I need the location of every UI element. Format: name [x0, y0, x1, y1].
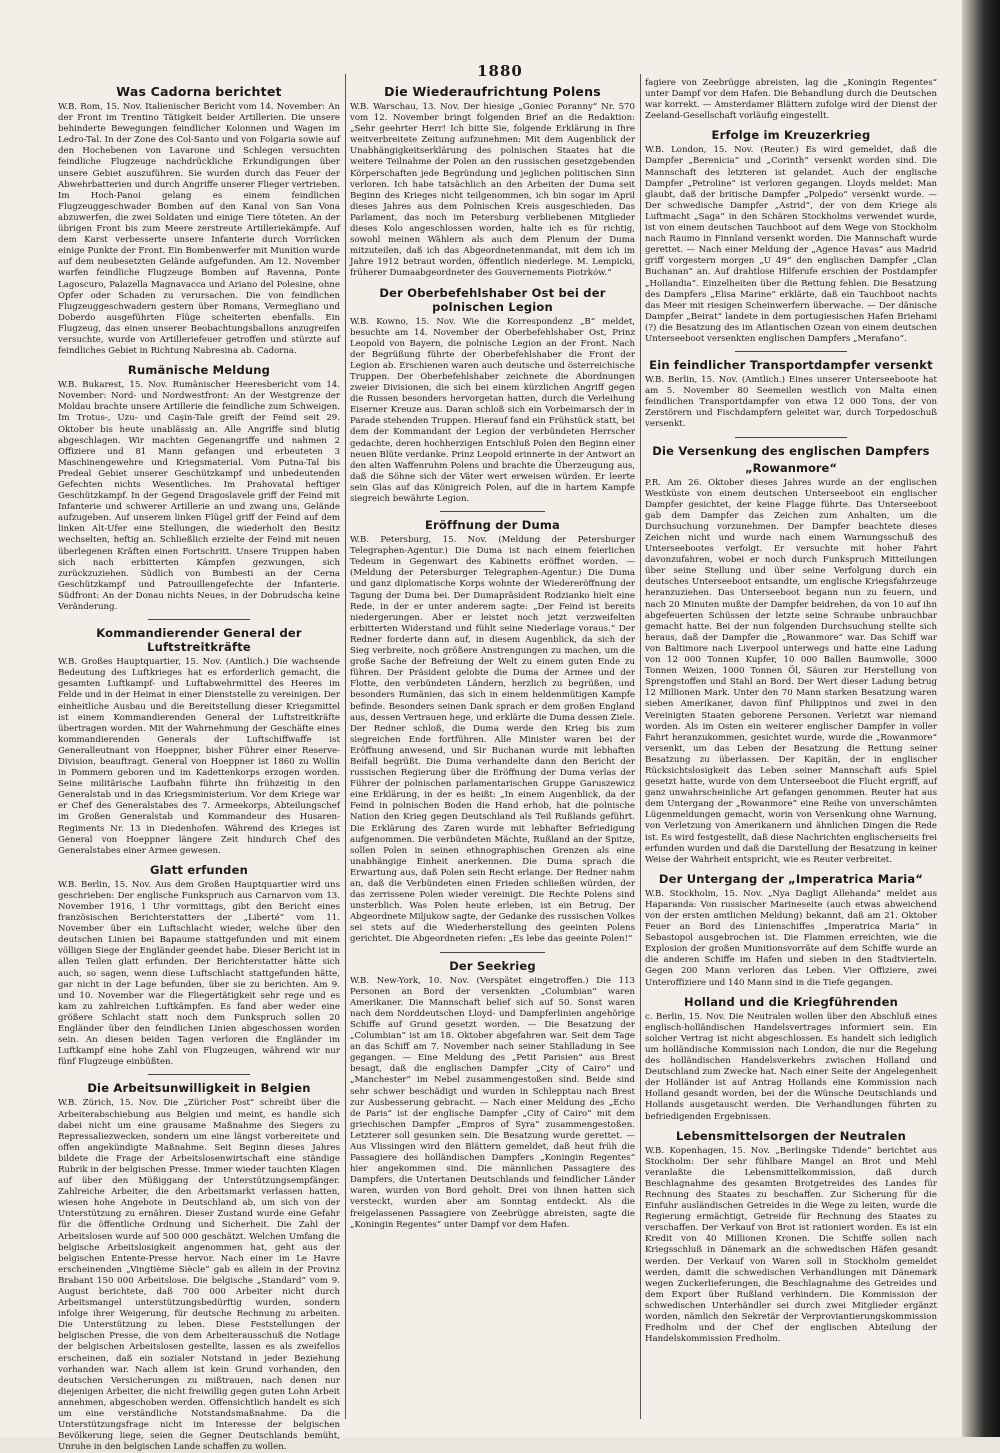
article-headline: Holland und die Kriegführenden	[684, 994, 898, 1009]
article-body: W.B. Rom, 15. Nov. Italienischer Bericht vom 14. November: An der Front im Trentino Tätigkeit beider Artillerien. Die unsere behinderte Bewegungen feindlicher Kolonnen und Wagen im Ledro-Tal. In der Zone des Col-Santo und von Folgaria sowie auf den Hochebenen von Lavarone und Schlegen versuchten feindliche Flugzeuge nachdrückliche Erkundigungen über unsere Gebiet auszuführen. Sie wurden durch das Feuer der Abwehrbatterien und durch Angriffe unserer Flieger vertrieben. Im Hoch-Panoi gelang es einem feindlichen Flugzeuggeschwader Bomben auf den Kanal von San Vona abzuwerfen, die zwei Soldaten und einige Tiere töteten. An der übrigen Front bis zum Meere zerstreute Artilleriekämpfe. Auf dem Karst verbesserte unsere Infanterie durch Vorrücken einige Punkte der Front. Ein Bombenwerfer mit Munition wurde auf dem neubesetzten Gelände aufgefunden. Am 12. November warfen feindliche Flugzeuge Bomben auf Ravenna, Ponte Lagoscuro, Palazella Magnavacca und Ariano del Polesine, ohne Opfer oder Schaden zu verursachen. Die von feindlichen Flugzeuggeschwadern gestern über Romans, Vermegliano und Doberdo ausgeführten Flüge scheiterten ebenfalls. Ein Flugzeug, das einen unserer Beobachtungsballons anzugreifen versuchte, wurde von Artilleriefeuer getroffen und stürzte auf feindliches Gebiet in Richtung Nabresina ab. Cadorna.	[58, 102, 340, 357]
article	[350, 518, 635, 945]
article	[645, 1129, 937, 1346]
article	[645, 358, 937, 430]
article-body: P.R. Am 26. Oktober dieses Jahres wurde an der englischen Westküste von einem deutschen Unterseeboot ein englischer Dampfer gesichtet, der keine Flagge führte. Das Unterseeboot gab dem Dampfer das Zeichen zum Anhalten, um die Durchsuchung vorzunehmen. Der Dampfer beachtete dieses Zeichen nicht und wurde nach einem Warnungsschuß des Unterseebootes verfolgt. Er versuchte mit hoher Fahrt davonzufahren, wobei er noch durch Funkspruch Mitteilungen über seine Stellung und über seine Verfolgung durch ein deutsches Unterseeboot entsandte, um englische Kriegsfahrzeuge heranzuziehen. Das Unterseeboot begann nun zu feuern, und nach 20 Minuten mußte der Dampfer beidrehen, da von 10 auf ihn abgefeuerten Schüssen der letzte seine Schraube unbrauchbar gemacht hatte. Bei der nun folgenden Durchsuchung stellte sich heraus, daß der Dampfer die „Rowanmore“ war. Das Schiff war von Baltimore nach Liverpool unterwegs und hatte eine Ladung von 12 000 Tonnen Kupfer, 10 000 Ballen Baumwolle, 3000 Tonnen Weizen, 1000 Tonnen Öl, Säuren zur Herstellung von Sprengstoffen und Stahl an Bord. Der Wert dieser Ladung betrug 12 Millionen Mark. Unter den 70 Mann starken Besatzung waren sieben Amerikaner, davon fünf Philippinos und zwei in den Vereinigten Staaten geborene Personen. Verletzt war niemand worden. Als im Osten ein weiterer englischer Dampfer in voller Fahrt heranzukommen, gesichtet wurde, wurde die „Rowanmore“ versenkt, um das Leben der Besatzung die Rettung seiner Besatzung zu überlassen. Der Kapitän, der in englischer Rücksichtslosigkeit das Leben seiner Mannschaft aufs Spiel gesetzt hatte, wurde von dem Unterseeboot die Flucht ergriff, auf ganz unwahrscheinliche Art gefangen genommen. Reuter hat aus dem Untergang der „Rowanmore“ eine Reihe von unverschämten Lügenmeldungen gemacht, worin von Versenkung ohne Warnung, von Verletzung von Amerikanern und ähnlichen Dingen die Rede ist. Es wird festgestellt, daß diese Nachrichten englischerseits frei erfunden wurden und daß die Darstellung der Besatzung in keiner Weise der Wahrheit entspricht, wie es Reuter verbreitet.	[645, 477, 937, 865]
article	[58, 863, 340, 1069]
article	[58, 363, 340, 613]
article-body: c. Berlin, 15. Nov. Die Neutralen wollen über den Abschluß eines englisch-holländischen Handelsvertrages informiert sein. Ein solcher Vertrag ist nicht abgeschlossen. Es handelt sich lediglich um holländische Kommission nach London, die nur die Regelung des holländischen Handelsverkehrs zwischen Holland und Deutschland zum Zwecke hat. Nach einer Seite der Angelegenheit der Holländer ist auf Antrag Hollands eine Kommission nach Holland gesandt worden, bei der die Wünsche Deutschlands und Hollands ausgetauscht werden. Die Verhandlungen führten zu befriedigenden Ergebnissen.	[645, 1011, 937, 1122]
article-body: W.B. Stockholm, 15. Nov. „Nya Dagligt Allehanda“ meldet aus Haparanda: Von russischer Marineseite (auch etwas abweichend von der ersten amtlichen Meldung) bekannt, daß am 21. Oktober Feuer an Bord des Linienschiffes „Imperatrica Maria“ in Sebastopol ausgebrochen ist. Die Flammen erreichten, wie die Explosion der großen Munitionsvorräte auf dem Schiffe wurde an die anderen Schiffe im Hafen und sieben in den Stadtvierteln. Gegen 200 Mann verloren das Leben. Vier Offiziere, zwei Unteroffiziere und 140 Mann sind in die Tiefe gegangen.	[645, 888, 937, 988]
article-headline: Rumänische Meldung	[127, 363, 271, 378]
article-body: W.B. London, 15. Nov. (Reuter.) Es wird gemeldet, daß die Dampfer „Berenicia“ und „Corinth“ versenkt worden sind. Die Mannschaft des letzteren ist gelandet. Auch der englische Dampfer „Petroline“ ist verloren gegangen. Lloyds meldet: Man glaubt, daß der britische Dampfer „Polpedo“ versenkt wurde. — Der schwedische Dampfer „Astrid“, der von dem Kriege als Luftmacht „Saga“ in den Schären Stockholms verwendet wurde, ist von einem deutschen Tauchboot auf dem Wege von Stockholm nach Raumo in Finnland versenkt worden. Die Mannschaft wurde gerettet. — Nach einer Meldung der „Agence Havas“ aus Madrid griff vorgestern morgen „U 49“ den englischen Dampfer „Clan Buchanan“ an. Auf drahtlose Hilferufe erschien der Postdampfer „Hollandia“. Einzelheiten über die Rettung fehlen. Die Besatzung des Dampfers „Elisa Marine“ erklärte, daß ein Tauchboot nachts das Meer mit riesigen Scheinwerfern überwache. — Der dänische Dampfer „Beirat“ landete in dem portugiesischen Hafen Briehami (?) die Besatzung des im Atlantischen Ozean von einem deutschen Unterseeboot versenkten englischen Dampfers „Merafano“.	[645, 145, 937, 344]
divider	[148, 619, 250, 620]
article-headline: Eröffnung der Duma	[424, 518, 560, 533]
divider	[148, 1074, 250, 1075]
article-body: W.B. Zürich, 15. Nov. Die „Züricher Post“ schreibt über die Arbeiterabschiebung aus Belgien und meint, es handle sich dabei nicht um eine grausame Maßnahme des Siegers zu Repressaliezwecken, sondern um eine längst vorbereitete und offen angekündigte Maßnahme. Seit Beginn dieses Jahres bildete die Frage der Arbeitslosenwirtschaft eine ständige Rubrik in der belgischen Presse. Immer wieder tauchten Klagen auf über den Müßiggang der Unterstützungsempfänger. Zahlreiche Arbeiter, die den Arbeitsmarkt verlassen hatten, wiesen hohe Angebote in Deutschland ab, um sich von der Unterstützung zu ernähren. Dieser Zustand wurde eine Gefahr für die öffentliche Ordnung und Sicherheit. Die Zahl der Arbeitslosen wurde auf 500 000 geschätzt. Welchen Umfang die belgische Arbeitslosigkeit angenommen hat, geht aus der belgischen Entente-Presse hervor. Nach einer im Le Havre erscheinenden „Vingtième Siècle“ gab es allein in der Provinz Brabant 150 000 Arbeitslose. Die belgische „Standard“ vom 9. August berichtete, daß 700 000 Arbeiter nicht durch Arbeitsmangel unterstützungsbedürftig wurden, sondern infolge ihrer Weigerung, für deutsche Rechnung zu arbeiten. Die Unterstützung zu leben. Diese Feststellungen der belgischen Presse, die von dem Arbeiterausschuß die Notlage der belgischen Arbeitslosen gestellte, lassen es als zweifellos erscheinen, daß ein sozialer Notstand in jeder Beziehung vorhanden war. Nach allem ist kein Grund vorhanden, den deutschen Versicherungen zu mißtrauen, nach denen nur diejenigen Arbeiter, die nicht freiwillig gegen guten Lohn Arbeit annehmen, abgeschoben werden. Offensichtlich handelt es sich um eine verständliche Notstandsmaßnahme. Da die Unterstützungsfrage nicht im Interesse der belgischen Bevölkerung liege, seien die Gegner Deutschlands bemüht, Unruhe in den belgischen Lande schaffen zu wollen.	[58, 1098, 340, 1453]
divider	[440, 952, 545, 953]
divider	[440, 511, 545, 512]
article	[58, 626, 340, 857]
column-2	[350, 78, 635, 1418]
article	[350, 84, 635, 280]
divider	[735, 351, 847, 352]
article-headline: Der Oberbefehlshaber Ost bei der polnischen Legion	[379, 285, 606, 314]
article	[645, 872, 937, 989]
article-headline: Die Versenkung des englischen Dampfers	[652, 443, 930, 458]
page-number: 1880	[477, 62, 523, 80]
column-rule	[345, 74, 346, 1419]
article-body: W.B. New-York, 10. Nov. (Verspätet eingetroffen.) Die 113 Personen an Bord der versenkten „Columbian“ waren Amerikaner. Die Mannschaft belief sich auf 50. Sonst waren nach dem Norddeutschen Lloyd- und Dampferlinien angehörige Schiffe auf Grund gesetzt worden. — Die Besatzung der „Columbian“ ist am 18. Oktober abgefahren war. Seit dem Tage an das Schiff am 7. November nach seiner Stahlladung in See gegangen. — Eine Meldung des „Petit Parisien“ aus Brest besagt, daß die englischen Dampfer „City of Cairo“ und „Manchester“ im Nebel zusammengestoßen sind. Beide sind sehr schwer beschädigt und wurden in Schlepptau nach Brest zur Ausbesserung gebracht. — Nach einer Meldung des „Echo de Paris“ ist der englische Dampfer „City of Cairo“ mit dem griechischen Dampfer „Empros of Syra“ zusammengestoßen. Letzterer soll gesunken sein. Die Besatzung wurde gerettet. — Aus Vlissingen wird den Blättern gemeldet, daß heut früh die Passagiere des holländischen Dampfers „Koningin Regentes“ hier angekommen sind. Die männlichen Passagiere des Dampfers, die Untertanen Deutschlands und feindlicher Länder waren, wurden von Bord geholt. Drei von ihnen hatten sich versteckt, wurden aber am Sonntag entdeckt. Als die freigelassenen Passagiere von Zeebrügge abreisten, sagte die „Koningin Regentes“ unter Dampf vor dem Hafen.	[350, 975, 635, 1230]
article-headline: Erfolge im Kreuzerkrieg	[711, 128, 871, 143]
article-headline: Die Wiederaufrichtung Polens	[384, 84, 601, 99]
article	[350, 286, 635, 506]
article-body: W.B. Bukarest, 15. Nov. Rumänischer Heeresbericht vom 14. November: Nord- und Nordwestfront: An der Westgrenze der Moldau brachte unsere Artillerie die feindliche zum Schweigen. Im Trotus-, Uzu- und Caşin-Tale greift der Feind seit 29. Oktober bis heute unablässig an. Alle Angriffe sind blutig abgeschlagen. Wir machten Gegenangriffe und nahmen 2 Offiziere und 81 Mann gefangen und erbeuteten 3 Maschinengewehre und Kriegsmaterial. Vom Putna-Tal bis Predeal Gebiet unserer Geschützkampf und unbedeutenden Gefechten nichts Wesentliches. Im Prahovatal heftiger Geschützkampf. In der Gegend Dragoslavele griff der Feind mit Infanterie und schwerer Artillerie an und zwang uns, Gelände aufzugeben. Auf unserem linken Flügel griff der Feind auf dem linken Alt-Ufer eine Stellungen, die wiederholt den Besitz wechselten, heftig an. Schließlich erzielte der Feind mit neuen überlegenen Kräften einen Fortschritt. Unsere Truppen haben sich nach erbitterten Kämpfen gezwungen, sich zurückzuziehen. Südlich von Bumbesti an der Cerna Geschützkampf und Patrouillengefechte der Infanterie. Südfront: An der Donau nichts Neues, in der Dobrudscha keine Veränderung.	[58, 380, 340, 613]
article-headline: Ein feindlicher Transportdampfer versenkt	[649, 358, 933, 373]
article-body: W.B. Kowno, 15. Nov. Wie die Korrespondenz „B“ meldet, besuchte am 14. November der Oberbefehlshaber Ost, Prinz Leopold von Bayern, die polnische Legion an der Front. Nach der Begrüßung führte der Oberbefehlshaber die Front der Legion ab. Erschienen waren auch deutsche und österreichische Truppen. Der Oberbefehlshaber zeichnete die Abordnungen zweier Divisionen, die sich bei einem kürzlichen Angriff gegen die Russen besonders hervorgetan hatten, durch die Verleihung Eiserner Kreuze aus. Daran schloß sich ein Vorbeimarsch der in Parade stehenden Truppen. Hierauf fand ein Frühstück statt, bei dem der Kommandant der Legion der verbündeten Herrscher gedachte, deren hochherzigen Entschluß Polen den Beginn einer neuen Blüte verdanke. Prinz Leopold erinnerte in der Antwort an den alten Waffenruhm Polens und brachte die Überzeugung aus, daß die Söhne sich der Väter wert erweisen würden. Er leerte sein Glas auf das Königreich Polen, auf die in hartem Kampfe siegreich bewährte Legion.	[350, 316, 635, 504]
column-rule	[640, 74, 641, 1419]
article-headline: Der Untergang der „Imperatrica Maria“	[658, 871, 924, 886]
article	[645, 444, 937, 866]
article-subheadline: „Rowanmore“	[745, 460, 837, 475]
page-edge-shadow	[962, 0, 1000, 1437]
article-body: W.B. Kopenhagen, 15. Nov. „Berlingske Tidende“ berichtet aus Stockholm: Der sehr fühlbare Mangel an Brot und Mehl veranlaßte die Lebensmittelkommission, daß durch Beschlagnahme des gesamten Brotgetreides des Landes für Rechnung des Staates zu beschaffen. Zur Sicherung für die Einfuhr ausländischen Getreides in die Wege zu leiten, wurde die Regierung ermächtigt, Getreide für Rechnung des Staates zu verschaffen. Der Verkauf von Brot ist rationiert worden. Es ist ein Kredit von 40 Millionen Kronen. Die Schiffe sollen nach Kriegsschluß in Dänemark an die schwedischen Häfen gesandt werden. Der Verkauf von Waren soll in Stockholm gemeldet werden, damit die schwedischen Verhandlungen mit Dänemark wegen Zuckerlieferungen, die Beschlagnahme des Getreides und dem Export über Rußland verhindern. Die Kommission der schwedischen Unterhändler sei durch zwei Mitglieder ergänzt worden, nämlich den Sekretär der Verproviantierungskommission Fredholm und der Chef der englischen Abteilung der Handelskommission Fredholm.	[645, 1145, 937, 1345]
column-3	[645, 78, 937, 1418]
article-body: W.B. Berlin, 15. Nov. (Amtlich.) Eines unserer Unterseeboote hat am 5. November 80 Seemeilen westlich von Malta einen feindlichen Transportdampfer von etwa 12 000 Tons, der von Zerstörern und Fischdampfern geleitet war, durch Torpedoschuß versenkt.	[645, 375, 937, 430]
article	[350, 959, 635, 1231]
divider	[735, 437, 847, 438]
article	[58, 84, 340, 357]
article	[58, 1081, 340, 1453]
article-headline: Lebensmittelsorgen der Neutralen	[675, 1128, 907, 1143]
article-headline: Der Seekrieg	[449, 958, 536, 973]
article-body: W.B. Berlin, 15. Nov. Aus dem Großen Hauptquartier wird uns geschrieben: Der englische Funkspruch aus Carnarvon vom 13. November 1916, 1 Uhr vormittags, gibt den Bericht eines französischen Berichterstatters der „Liberté“ vom 11. November über ein Luftschlacht wieder, welche über den deutschen Linien bei Bapaume stattgefunden und mit einem völligen Siege der Engländer geendet habe. Dieser Bericht ist in allen Teilen glatt erfunden. Der Berichterstatter hätte sich auch, so sagen, wenn diese Luftschlacht stattgefunden hätte, gar nicht in der Lage befunden, über sie zu berichten. Am 9. und 10. November war die Fliegertätigkeit sehr rege und es kam zu zahlreichen Luftkämpfen. Es fand aber weder eine größere Schlacht statt noch dem Funkspruch sollen 20 Engländer über den feindlichen Linien abgeschossen worden sein. An diesen beiden Tagen verloren die Engländer im Luftkampf eine hohe Zahl von Flugzeugen, während wir nur fünf Flugzeuge einbüßten.	[58, 879, 340, 1068]
article-headline: Was Cadorna berichtet	[116, 84, 282, 99]
article-body: W.B. Warschau, 13. Nov. Der hiesige „Goniec Poranny“ Nr. 570 vom 12. November bringt folgenden Brief an die Redaktion: „Sehr geehrter Herr! Ich bitte Sie, folgende Erklärung in Ihre weitverbreitete Zeitung aufzunehmen: Mit dem Augenblick der Unabhängigkeitserklärung des polnischen Staates hat die weitere Teilnahme der Polen an den russischen gesetzgebenden Körperschaften jede Begründung und jeglichen politischen Sinn verloren. Ich habe tatsächlich an den Arbeiten der Duma seit Beginn des Krieges nicht teilgenommen, ich bin sogar im April dieses Jahres aus dem Polnischen Kreis ausgeschieden. Das Parlament, das noch im Petersburg verbliebenen Mitglieder dieses Kolo angeschlossen worden, halte ich es für richtig, sowohl meinen Wählern als auch dem Plenum der Duma mitzuteilen, daß ich das Abgeordnetenmandat, mit dem ich im Jahre 1912 betraut worden, öffentlich niederlege. M. Lempicki, früherer Dumaabgeordneter des Gouvernements Piotrków.“	[350, 102, 635, 279]
article	[645, 995, 937, 1123]
article-body: W.B. Großes Hauptquartier, 15. Nov. (Amtlich.) Die wachsende Bedeutung des Luftkrieges hat es erforderlich gemacht, die gesamten Luftkampf- und Luftabwehrmittel des Heeres im Felde und in der Heimat in einer Dienststelle zu vereinigen. Der einheitliche Ausbau und die Bereitstellung dieser Kriegsmittel ist einem Kommandierenden General der Luftstreitkräfte übertragen worden. Mit der Wahrnehmung der Geschäfte eines kommandierenden Generals der Luftschiffwaffe ist Generalleutnant von Hoeppner, bisher Führer einer Reserve-Division, beauftragt. General von Hoeppner ist 1860 zu Wollin in Pommern geboren und im Kadettenkorps erzogen worden. Seine militärische Laufbahn führte ihn frühzeitig in den Generalstab und in das Kriegsministerium. Vor dem Kriege war er Chef des Generalstabes des 7. Armeekorps, Abteilungschef im Großen Generalstab und Kommandeur des Husaren-Regiments Nr. 13 in Diedenhofen. Während des Krieges ist General von Hoeppner längere Zeit hindurch Chef des Generalstabes einer Armee gewesen.	[58, 657, 340, 856]
article	[645, 128, 937, 345]
article-body: W.B. Petersburg, 15. Nov. (Meldung der Petersburger Telegraphen-Agentur.) Die Duma ist nach einem feierlichen Tedeum in Gegenwart des Kabinetts eröffnet worden. — (Meldung der Petersburger Telegraphen-Agentur.) Die Duma und ganz diplomatische Korps wohnte der Wiedereröffnung der Tagung der Duma bei. Der Dumapräsident Rodzianko hielt eine Rede, in der er unter anderem sagte: „Der Feind ist bereits niedergerungen. Aber er leistet noch jetzt verzweifelten erbitterten Widerstand und fühlt seine Niederlage voraus.“ Der Redner forderte dann auf, in diesem Augenblick, da sich der Sieg verbreite, noch größere Anstrengungen zu machen, um die große Sache der Befreiung der Welt zu einem guten Ende zu führen. Der Präsident gelobte die Duma der Armee und der Flotte, den verbündeten Ländern, herzlich zu begrüßen, und besonders Rumänien, das sich in einem heldenmütigen Kampfe befinde. Besonders seinen Dank sprach er dem großen England aus, dessen Vertrauen hege, und erklärte die Duma dessen Ziele. Der Redner schloß, die Duma werde den Krieg bis zum siegreichen Ende fortführen. Alle Minister waren bei der Eröffnung anwesend, und Sir Buchanan wurde mit lebhaften Beifall begrüßt. Die Duma verhandelte dann den Bericht der russischen Regierung über die Eröffnung der Duma verlas der Führer der polnischen parlamentarischen Gruppe Garuszewicz eine Erklärung, in der es heißt: „In einem Augenblick, da der Feind in polnischen Boden die Hand erhob, hat die polnische Nation den Krieg gegen Deutschland als Teil Rußlands geführt. Die Erklärung des Zaren wurde mit lebhafter Befriedigung aufgenommen. Die verbündeten Mächte, Rußland an der Spitze, sollen Polen in seinen ethnographischen Grenzen als eine unabhängige Einheit anerkennen. Die Duma sprach die Erwartung aus, daß Polen sein Recht erlange. Der Redner nahm an, daß die Verbündeten einen Frieden schließen würden, der das zerrissene Polen wieder vereinigt. Die Rechte Polens sind unsterblich. Was Polen heute erleben, ist ein Betrug. Der Abgeordnete Miljukow sagte, der Gedanke des russischen Volkes sei stets auf die Wiederherstellung des geeinten Polens gerichtet. Die Abgeordneten riefen: „Es lebe das geeinte Polen!“	[350, 535, 635, 945]
article-headline: Glatt erfunden	[149, 862, 248, 877]
article-headline: Die Arbeitsunwilligkeit in Belgien	[87, 1081, 311, 1096]
article	[645, 78, 937, 122]
article-headline: Kommandierender General der Luftstreitkräfte	[96, 626, 302, 655]
article-body: fagiere von Zeebrügge abreisten, lag die „Koningin Regentes“ unter Dampf vor dem Hafen. Die Behandlung durch die Deutschen war korrekt. — Amsterdamer Blättern zufolge wird der Dienst der Zeeland-Gesellschaft vorläufig eingestellt.	[645, 78, 937, 122]
column-1	[58, 78, 340, 1453]
